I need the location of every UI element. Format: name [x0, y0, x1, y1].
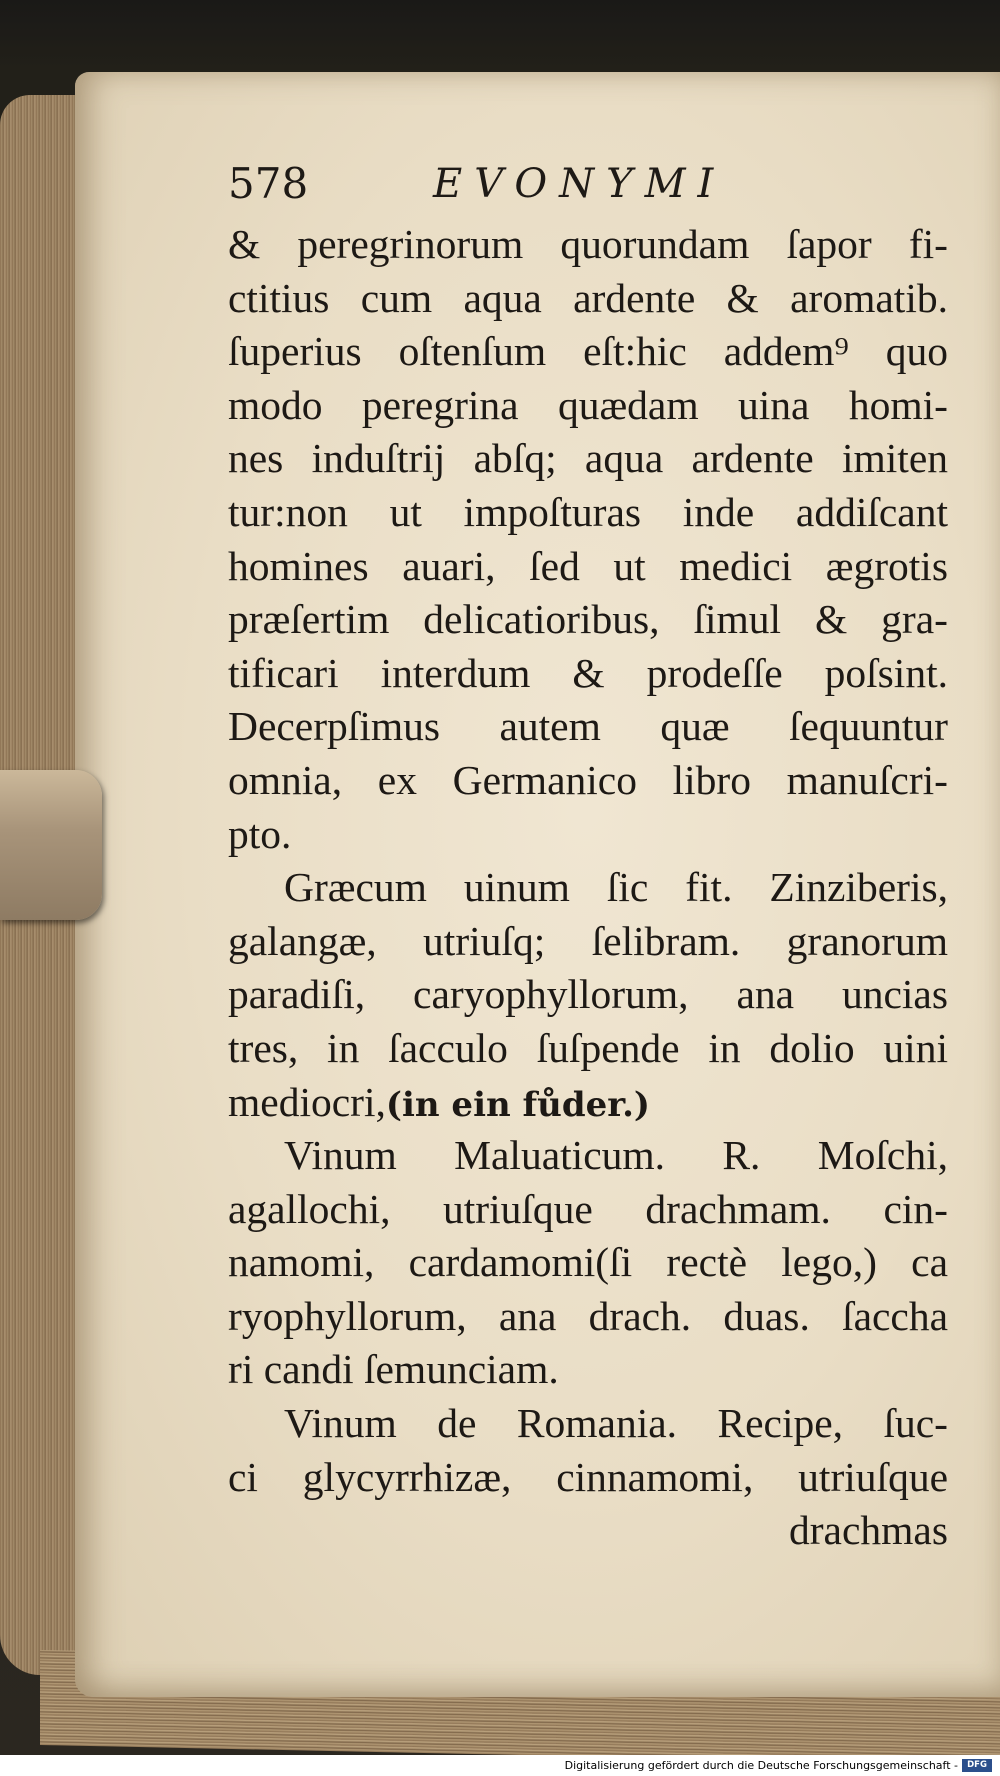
text-line: agallochi, utriuſque drachmam. cin-	[228, 1185, 948, 1232]
text-line: & peregrinorum quorundam ſapor fi-	[228, 221, 948, 267]
running-head	[228, 158, 828, 218]
running-title: EVONYMI	[433, 161, 726, 207]
text-line: ci glycyrrhizæ, cinnamomi, utriuſque	[228, 1453, 948, 1500]
text-body	[228, 218, 948, 1558]
text-line: Decerpſimus autem quæ ſequuntur	[228, 703, 948, 750]
text-line: præſertim delicatioribus, ſimul & gra-	[228, 596, 948, 643]
text-line: ctitius cum aqua ardente & aromatib.	[228, 274, 948, 321]
book-clasp	[0, 770, 102, 920]
text-line	[228, 1076, 948, 1130]
text-line: nes induſtrij abſq; aqua ardente imiten	[228, 435, 948, 482]
text-line: modo peregrina quædam uina homi-	[228, 381, 948, 428]
text-line: pto.	[228, 810, 292, 857]
text-line: paradiſi, caryophyllorum, ana uncias	[228, 971, 948, 1018]
text-line: homines auari, ſed ut medici ægrotis	[228, 542, 948, 589]
text-line: Vinum Maluaticum. R. Moſchi,	[284, 1132, 948, 1179]
text-line: ri candi ſemunciam.	[228, 1346, 559, 1393]
text-line: tificari interdum & prodeſſe poſsint.	[228, 649, 948, 696]
text-line: Vinum de Romania. Recipe, ſuc-	[284, 1400, 948, 1447]
text-line: tres, in ſacculo ſuſpende in dolio uini	[228, 1024, 948, 1071]
text-line: Græcum uinum ſic fit. Zinziberis,	[284, 864, 948, 911]
dfg-logo: DFG	[962, 1759, 992, 1772]
text-line: ryophyllorum, ana drach. duas. ſaccha	[228, 1292, 948, 1339]
text-line: namomi, cardamomi(ſi rectè lego,) ca	[228, 1239, 948, 1286]
blackletter-insert: (in ein fůder.)	[385, 1084, 651, 1125]
catchword: drachmas	[788, 1507, 948, 1554]
footer-bar	[0, 1755, 1000, 1776]
page-number: 578	[228, 159, 309, 208]
text-line: tur:non ut impoſturas inde addiſcant	[228, 488, 948, 535]
text-line: ſuperius oſtenſum eſt:hic addem⁹ quo	[228, 328, 948, 375]
text-line: galangæ, utriuſq; ſelibram. granorum	[228, 917, 948, 964]
text-line: omnia, ex Germanico libro manuſcri-	[228, 756, 948, 803]
footer-credit: Digitalisierung gefördert durch die Deutsche Forschungsgemeinschaft -	[564, 1759, 958, 1772]
text-line-start: mediocri,	[228, 1078, 386, 1125]
